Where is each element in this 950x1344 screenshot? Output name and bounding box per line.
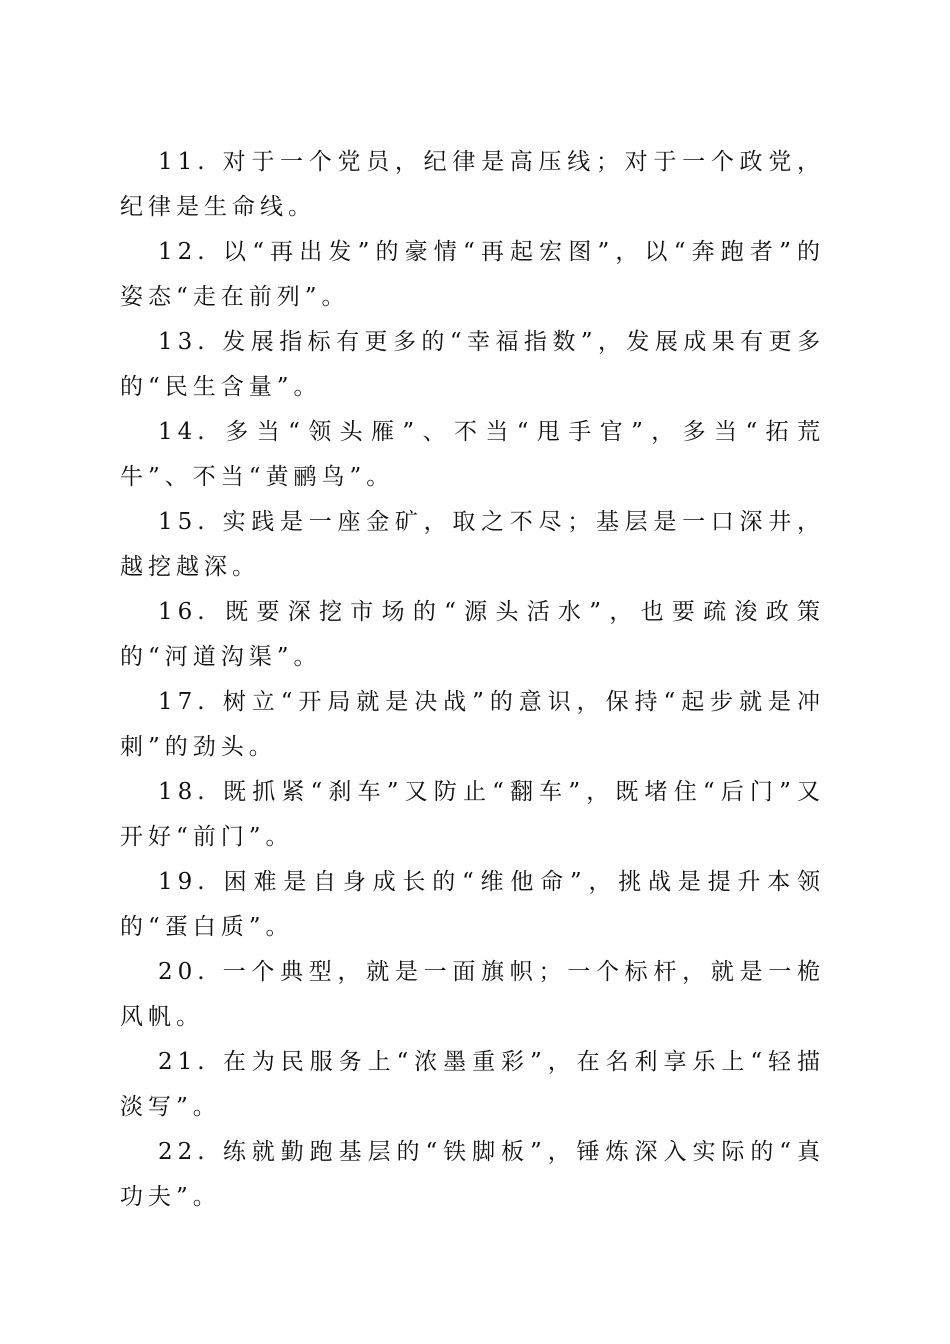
list-item: 15. 实践是一座金矿，取之不尽；基层是一口深井，越挖越深。 <box>120 509 825 580</box>
list-item: 19. 困难是自身成长的“维他命”，挑战是提升本领的“蛋白质”。 <box>120 869 825 940</box>
list-item: 13. 发展指标有更多的“幸福指数”，发展成果有更多的“民生含量”。 <box>120 329 825 400</box>
list-item: 22. 练就勤跑基层的“铁脚板”，锤炼深入实际的“真功夫”。 <box>120 1139 825 1210</box>
list-item: 18. 既抓紧“刹车”又防止“翻车”，既堵住“后门”又开好“前门”。 <box>120 779 825 850</box>
list-item: 17. 树立“开局就是决战”的意识，保持“起步就是冲刺”的劲头。 <box>120 689 825 760</box>
list-item: 21. 在为民服务上“浓墨重彩”，在名利享乐上“轻描淡写”。 <box>120 1049 825 1120</box>
list-item: 14. 多当“领头雁”、不当“甩手官”，多当“拓荒牛”、不当“黄鹂鸟”。 <box>120 419 825 490</box>
list-item: 20. 一个典型，就是一面旗帜；一个标杆，就是一桅风帆。 <box>120 959 825 1030</box>
list-item: 11. 对于一个党员，纪律是高压线；对于一个政党，纪律是生命线。 <box>120 149 825 220</box>
document-body <box>120 140 825 1220</box>
list-item: 12. 以“再出发”的豪情“再起宏图”，以“奔跑者”的姿态“走在前列”。 <box>120 239 825 310</box>
list-item: 16. 既要深挖市场的“源头活水”，也要疏浚政策的“河道沟渠”。 <box>120 599 825 670</box>
